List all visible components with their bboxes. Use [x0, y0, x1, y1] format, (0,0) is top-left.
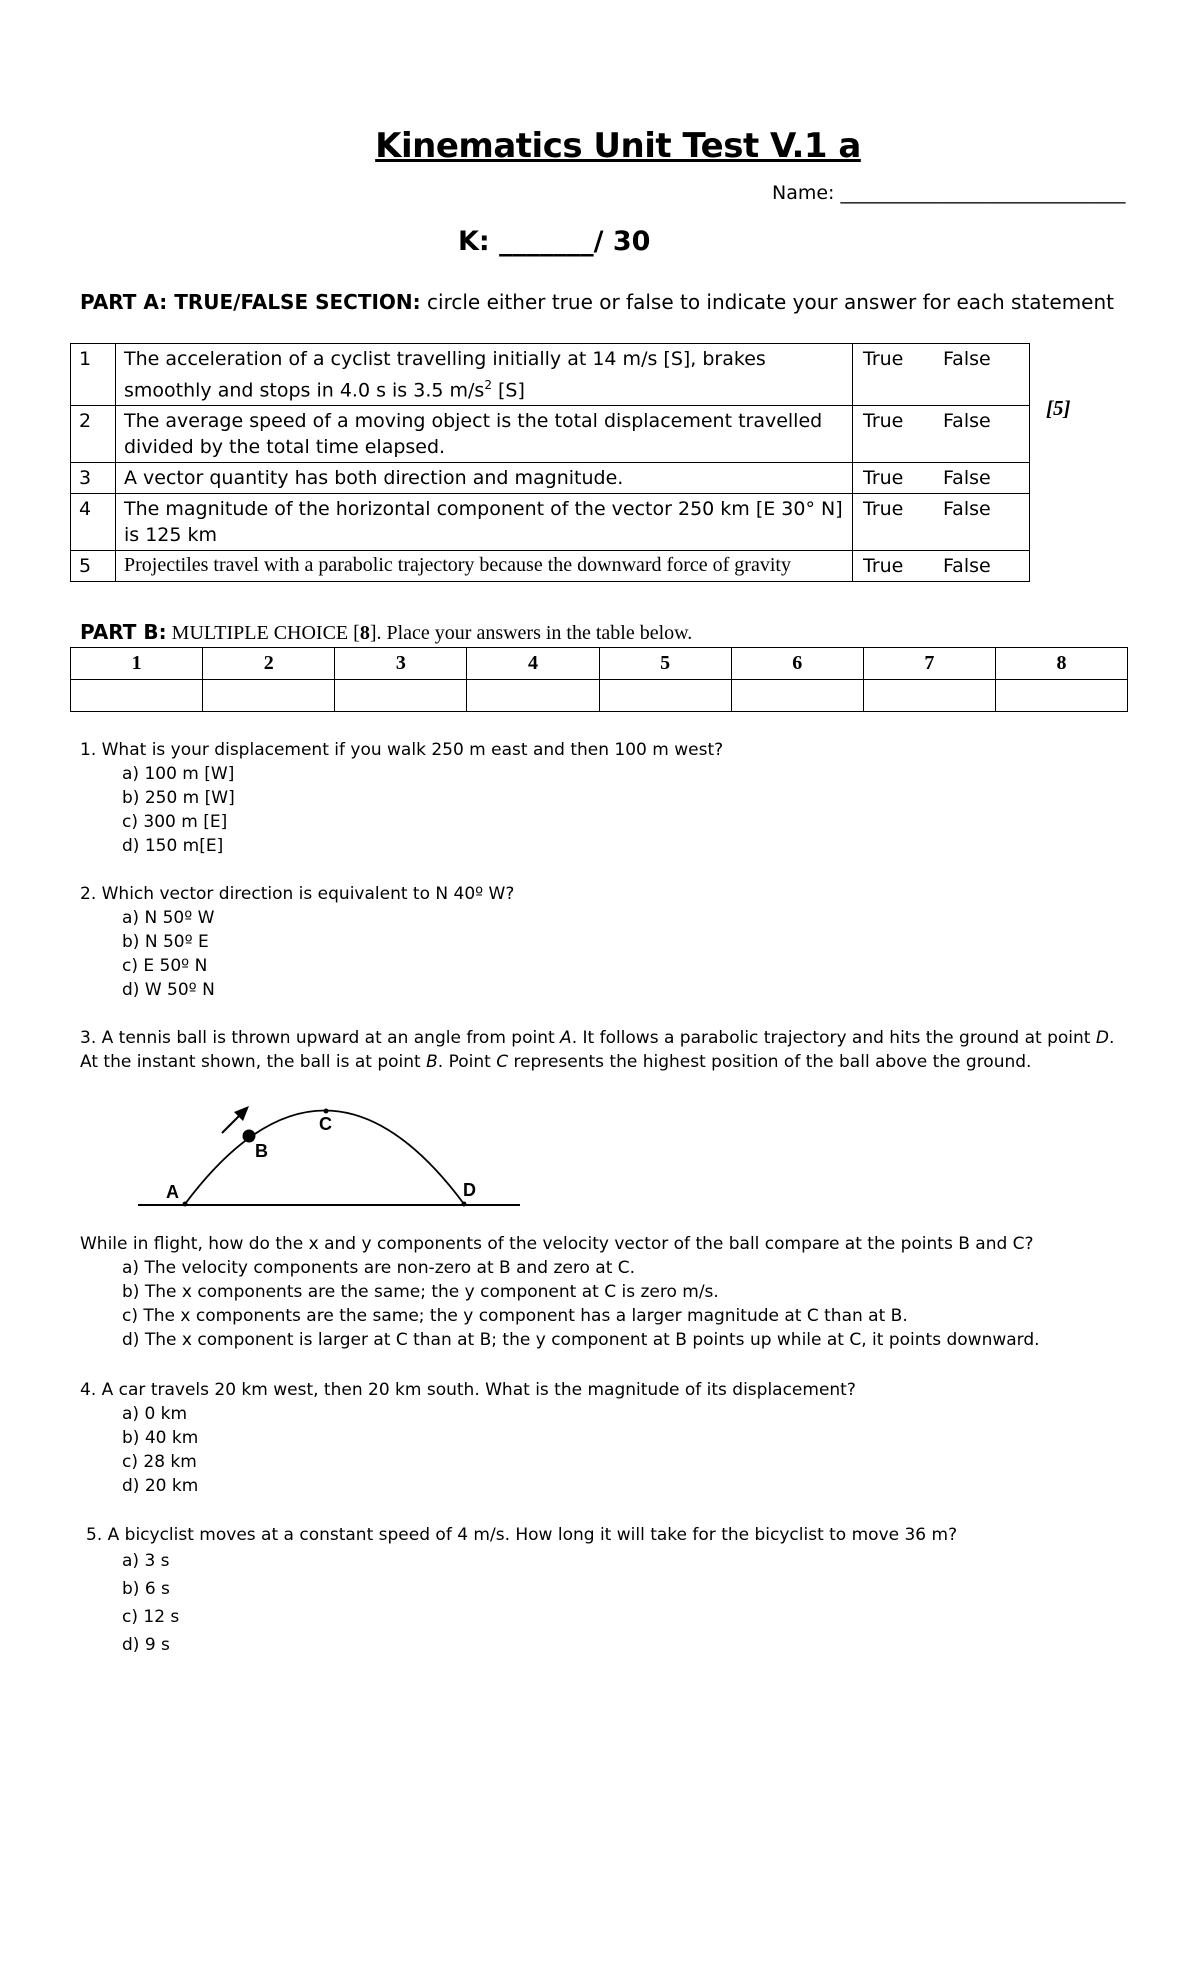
true-false-table — [70, 343, 1030, 582]
question-stem: 1. What is your displacement if you walk 250 m east and then 100 m west? — [80, 740, 724, 760]
part-b-count: 8 — [359, 622, 370, 644]
row-number: 4 — [71, 494, 116, 551]
label-b: B — [255, 1141, 268, 1161]
question-3-stem — [80, 1026, 1120, 1074]
option: c) 300 m [E] — [122, 812, 228, 832]
option: a) 3 s — [122, 1551, 170, 1571]
false-option[interactable]: False — [943, 348, 991, 370]
stem-part: represents the highest position of the ball above the ground. — [508, 1052, 1032, 1072]
true-false-choice[interactable] — [853, 344, 1030, 406]
stem-part: . It follows a parabolic trajectory and hits the ground at point — [571, 1028, 1096, 1048]
option: b) 250 m [W] — [122, 788, 235, 808]
row-number: 1 — [71, 344, 116, 406]
option: c) 12 s — [122, 1607, 180, 1627]
question-follow-up: While in flight, how do the x and y components of the velocity vector of the ball compare at the points B and C? — [80, 1234, 1034, 1254]
option: d) 150 m[E] — [122, 836, 224, 856]
statement-text-main: The acceleration of a cyclist travelling initially at 14 m/s [S], brakes smoothly and stops in 4.0 s is 3.5 m/s — [124, 348, 766, 402]
score-line: K: _______/ 30 — [458, 226, 651, 257]
option: b) 6 s — [122, 1579, 170, 1599]
row-number: 5 — [71, 551, 116, 582]
answer-cell[interactable] — [731, 680, 863, 712]
question-stem: 5. A bicyclist moves at a constant speed of 4 m/s. How long it will take for the bicyclist to move 36 m? — [86, 1525, 958, 1545]
true-option[interactable]: True — [863, 498, 904, 521]
label-d: D — [463, 1180, 476, 1200]
table-row — [71, 344, 1030, 406]
true-false-choice[interactable] — [853, 463, 1030, 494]
answer-cell[interactable] — [863, 680, 995, 712]
answer-column-header: 2 — [203, 648, 335, 680]
question-stem: 4. A car travels 20 km west, then 20 km south. What is the magnitude of its displacement? — [80, 1380, 856, 1400]
true-option[interactable]: True — [863, 555, 904, 578]
statement-text — [116, 344, 853, 406]
part-b-heading — [80, 620, 692, 645]
label-c: C — [319, 1114, 332, 1134]
true-false-choice[interactable] — [853, 406, 1030, 463]
table-row — [71, 406, 1030, 463]
answer-table — [70, 647, 1128, 712]
answer-cell[interactable] — [995, 680, 1127, 712]
name-field-label: Name: ______________________________ — [772, 182, 1126, 204]
answer-column-header: 4 — [467, 648, 599, 680]
answer-cell[interactable] — [599, 680, 731, 712]
answer-row — [71, 680, 1128, 712]
true-option[interactable]: True — [863, 467, 904, 490]
option: d) 9 s — [122, 1635, 170, 1655]
answer-cell[interactable] — [71, 680, 203, 712]
stem-point-d: D — [1095, 1028, 1109, 1048]
question-4 — [80, 1378, 856, 1498]
question-2 — [80, 882, 514, 1002]
statement-text-tail: [S] — [491, 379, 525, 402]
true-false-choice[interactable] — [853, 494, 1030, 551]
option: b) N 50º E — [122, 932, 209, 952]
answer-column-header: 8 — [995, 648, 1127, 680]
stem-part: . At the instant shown, the ball is at point — [80, 1028, 1115, 1072]
false-option[interactable]: False — [943, 498, 991, 521]
option: a) 0 km — [122, 1404, 188, 1424]
test-title: Kinematics Unit Test V.1 a — [375, 126, 861, 166]
option: d) 20 km — [122, 1476, 199, 1496]
true-option[interactable]: True — [863, 410, 904, 433]
stem-point-a: A — [560, 1028, 572, 1048]
option: c) E 50º N — [122, 956, 208, 976]
true-false-choice[interactable] — [853, 551, 1030, 582]
answer-cell[interactable] — [203, 680, 335, 712]
question-1 — [80, 738, 723, 858]
question-stem: 2. Which vector direction is equivalent to N 40º W? — [80, 884, 515, 904]
point-d-dot — [462, 1202, 467, 1207]
option: a) The velocity components are non-zero at B and zero at C. — [122, 1258, 636, 1278]
table-row — [71, 551, 1030, 582]
projectile-diagram — [130, 1095, 530, 1215]
point-a-dot — [183, 1202, 188, 1207]
stem-point-c: C — [496, 1052, 509, 1072]
false-option[interactable]: False — [943, 467, 991, 490]
table-row — [71, 494, 1030, 551]
row-number: 3 — [71, 463, 116, 494]
option: b) The x components are the same; the y component at C is zero m/s. — [122, 1282, 719, 1302]
answer-column-header: 3 — [335, 648, 467, 680]
answer-column-header: 7 — [863, 648, 995, 680]
true-option[interactable]: True — [863, 348, 904, 370]
statement-text: The magnitude of the horizontal component of the vector 250 km [E 30° N] is 125 km — [116, 494, 853, 551]
option: d) The x component is larger at C than at B; the y component at B points up while at C, it points downward. — [122, 1330, 1040, 1350]
part-a-heading — [80, 290, 1114, 314]
part-a-marks: [5] — [1046, 396, 1071, 420]
option: c) 28 km — [122, 1452, 197, 1472]
stem-part: . Point — [437, 1052, 497, 1072]
answer-table-header — [71, 648, 1128, 680]
false-option[interactable]: False — [943, 555, 991, 578]
question-5 — [86, 1523, 957, 1659]
question-3-options — [80, 1232, 1130, 1352]
part-b-instruction-2: ]. Place your answers in the table below. — [369, 622, 693, 644]
answer-column-header: 1 — [71, 648, 203, 680]
table-row — [71, 463, 1030, 494]
option: a) N 50º W — [122, 908, 215, 928]
part-a-label: PART A: TRUE/FALSE SECTION: — [80, 290, 421, 314]
statement-text: A vector quantity has both direction and magnitude. — [116, 463, 853, 494]
false-option[interactable]: False — [943, 410, 991, 433]
answer-cell[interactable] — [467, 680, 599, 712]
point-c-dot — [324, 1109, 329, 1114]
row-number: 2 — [71, 406, 116, 463]
answer-column-header: 5 — [599, 648, 731, 680]
part-b-instruction-1: MULTIPLE CHOICE [ — [166, 622, 360, 644]
part-a-instruction: circle either true or false to indicate your answer for each statement — [420, 290, 1114, 314]
option: c) The x components are the same; the y component has a larger magnitude at C than at B. — [122, 1306, 908, 1326]
stem-point-b: B — [426, 1052, 438, 1072]
answer-cell[interactable] — [335, 680, 467, 712]
label-a: A — [166, 1182, 179, 1202]
stem-part: 3. A tennis ball is thrown upward at an angle from point — [80, 1028, 561, 1048]
option: b) 40 km — [122, 1428, 199, 1448]
option: d) W 50º N — [122, 980, 215, 1000]
statement-text: The average speed of a moving object is the total displacement travelled divided by the total time elapsed. — [116, 406, 853, 463]
statement-superscript: 2 — [484, 378, 492, 392]
part-b-label: PART B: — [80, 620, 167, 644]
answer-column-header: 6 — [731, 648, 863, 680]
option: a) 100 m [W] — [122, 764, 235, 784]
ball-point-b — [243, 1130, 256, 1143]
statement-text: Projectiles travel with a parabolic trajectory because the downward force of gravity — [116, 551, 853, 582]
